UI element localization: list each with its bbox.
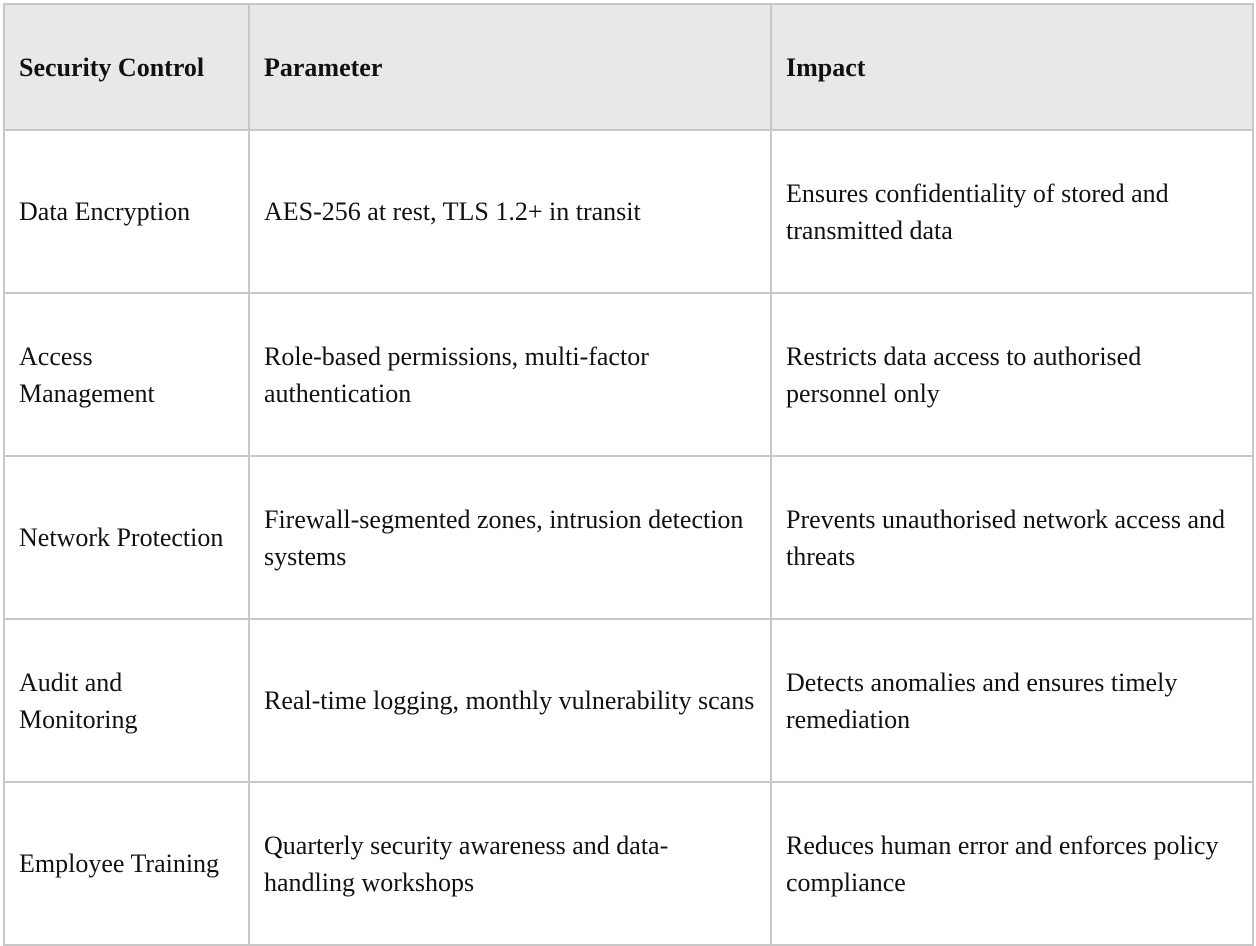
table-row	[4, 456, 1253, 619]
cell-security-control: Employee Training	[4, 782, 249, 945]
cell-impact: Prevents unauthorised network access and threats	[771, 456, 1253, 619]
cell-parameter: Role-based permissions, multi-factor authentication	[249, 293, 771, 456]
table-row	[4, 619, 1253, 782]
cell-impact: Reduces human error and enforces policy compliance	[771, 782, 1253, 945]
cell-parameter: AES-256 at rest, TLS 1.2+ in transit	[249, 130, 771, 293]
table-row	[4, 293, 1253, 456]
cell-security-control: Access Management	[4, 293, 249, 456]
security-controls-table	[3, 3, 1254, 946]
cell-impact: Detects anomalies and ensures timely remediation	[771, 619, 1253, 782]
cell-parameter: Firewall-segmented zones, intrusion detection systems	[249, 456, 771, 619]
cell-parameter: Real-time logging, monthly vulnerability scans	[249, 619, 771, 782]
header-impact: Impact	[771, 4, 1253, 130]
table-header-row	[4, 4, 1253, 130]
cell-parameter: Quarterly security awareness and data-handling workshops	[249, 782, 771, 945]
cell-impact: Ensures confidentiality of stored and transmitted data	[771, 130, 1253, 293]
cell-security-control: Data Encryption	[4, 130, 249, 293]
table-row	[4, 130, 1253, 293]
security-controls-table-wrapper	[3, 3, 1252, 946]
table-row	[4, 782, 1253, 945]
header-security-control: Security Control	[4, 4, 249, 130]
cell-impact: Restricts data access to authorised personnel only	[771, 293, 1253, 456]
cell-security-control: Audit and Monitoring	[4, 619, 249, 782]
cell-security-control: Network Protection	[4, 456, 249, 619]
header-parameter: Parameter	[249, 4, 771, 130]
